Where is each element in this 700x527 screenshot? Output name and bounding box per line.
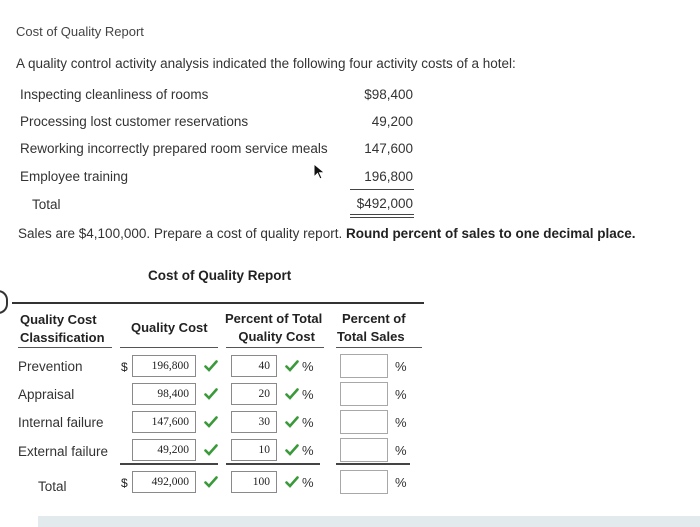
percent-sales-input[interactable]	[340, 438, 388, 462]
percent-sign: %	[395, 359, 407, 374]
quality-cost-input[interactable]: 196,800	[132, 355, 196, 377]
header-percent-total-line2: Quality Cost	[238, 329, 315, 344]
intro-before: A quality control	[16, 56, 116, 71]
activity-label: Processing lost customer reservations	[20, 114, 249, 129]
row-label-prevention: Prevention	[18, 359, 83, 374]
percent-sign: %	[302, 475, 314, 490]
percent-sign: %	[302, 443, 314, 458]
panel-edge	[0, 290, 8, 314]
check-icon	[285, 387, 299, 401]
percent-sales-total-input[interactable]	[340, 470, 388, 494]
header-rule	[336, 347, 422, 348]
quality-cost-input[interactable]: 98,400	[132, 383, 196, 405]
total-rule	[226, 463, 320, 465]
header-percent-sales-line1: Percent of	[342, 311, 406, 326]
percent-sales-input[interactable]	[340, 382, 388, 406]
total-rule-top	[350, 214, 414, 215]
header-rule	[226, 347, 324, 348]
percent-total-input[interactable]: 20	[231, 383, 277, 405]
check-icon	[204, 475, 218, 489]
check-icon	[285, 475, 299, 489]
row-label-internal-failure: Internal failure	[18, 415, 104, 430]
activity-amount: 49,200	[371, 114, 413, 129]
percent-sign: %	[302, 415, 314, 430]
activity-label: Reworking incorrectly prepared room service meals	[20, 141, 328, 156]
subtotal-rule	[350, 189, 414, 190]
quality-cost-input[interactable]: 147,600	[132, 411, 196, 433]
header-percent-sales	[336, 310, 406, 346]
percent-sign: %	[302, 387, 314, 402]
sales-text: Sales are $4,100,000. Prepare a cost of quality report.	[18, 226, 346, 241]
header-rule	[18, 347, 112, 348]
check-icon	[285, 359, 299, 373]
check-icon	[285, 415, 299, 429]
percent-sales-input[interactable]	[340, 410, 388, 434]
bottom-button-bar[interactable]	[38, 516, 700, 527]
activity-analysis-link[interactable]: activity analysis	[115, 56, 209, 71]
total-rule	[120, 463, 218, 465]
header-classification	[20, 311, 105, 347]
check-icon	[204, 387, 218, 401]
check-icon	[285, 443, 299, 457]
row-label-total: Total	[38, 479, 67, 494]
percent-sign: %	[395, 443, 407, 458]
dollar-sign: $	[121, 476, 128, 490]
percent-total-input[interactable]: 10	[231, 439, 277, 461]
dollar-sign: $	[121, 360, 128, 374]
intro-after: indicated the following four activity costs of a hotel:	[208, 56, 516, 71]
activity-amount: 196,800	[364, 169, 413, 184]
header-classification-line1: Quality Cost	[20, 312, 97, 327]
total-rule	[336, 463, 410, 465]
intro-text	[16, 56, 516, 71]
quality-cost-input[interactable]: 49,200	[132, 439, 196, 461]
header-percent-total	[225, 310, 322, 346]
row-label-appraisal: Appraisal	[18, 387, 75, 402]
sales-instructions	[18, 226, 636, 241]
percent-total-total-input[interactable]: 100	[231, 471, 277, 493]
activity-amount: $98,400	[364, 87, 413, 102]
header-percent-sales-line2: Total Sales	[336, 329, 405, 344]
header-rule	[120, 347, 218, 348]
check-icon	[204, 415, 218, 429]
page-title: Cost of Quality Report	[16, 24, 144, 39]
percent-sign: %	[302, 359, 314, 374]
percent-sign: %	[395, 475, 407, 490]
rounding-instruction: Round percent of sales to one decimal place.	[345, 226, 636, 241]
activity-label: Inspecting cleanliness of rooms	[20, 87, 209, 102]
percent-total-input[interactable]: 30	[231, 411, 277, 433]
activity-amount: 147,600	[364, 141, 413, 156]
check-icon	[204, 443, 218, 457]
activity-label: Employee training	[20, 169, 129, 184]
report-top-rule	[12, 302, 424, 304]
activities-total-label: Total	[32, 197, 61, 212]
activities-total-amount: $492,000	[356, 196, 413, 211]
header-classification-line2: Classification	[20, 330, 105, 345]
percent-total-input[interactable]: 40	[231, 355, 277, 377]
percent-sales-input[interactable]	[340, 354, 388, 378]
row-label-external-failure: External failure	[18, 444, 109, 459]
report-title: Cost of Quality Report	[148, 268, 292, 283]
percent-sign: %	[395, 415, 407, 430]
check-icon	[204, 359, 218, 373]
header-quality-cost: Quality Cost	[131, 320, 208, 335]
percent-sign: %	[395, 387, 407, 402]
header-percent-total-line1: Percent of Total	[225, 311, 323, 326]
quality-cost-total-input[interactable]: 492,000	[132, 471, 196, 493]
total-rule-bottom	[350, 217, 414, 218]
mouse-pointer-icon	[313, 163, 327, 181]
